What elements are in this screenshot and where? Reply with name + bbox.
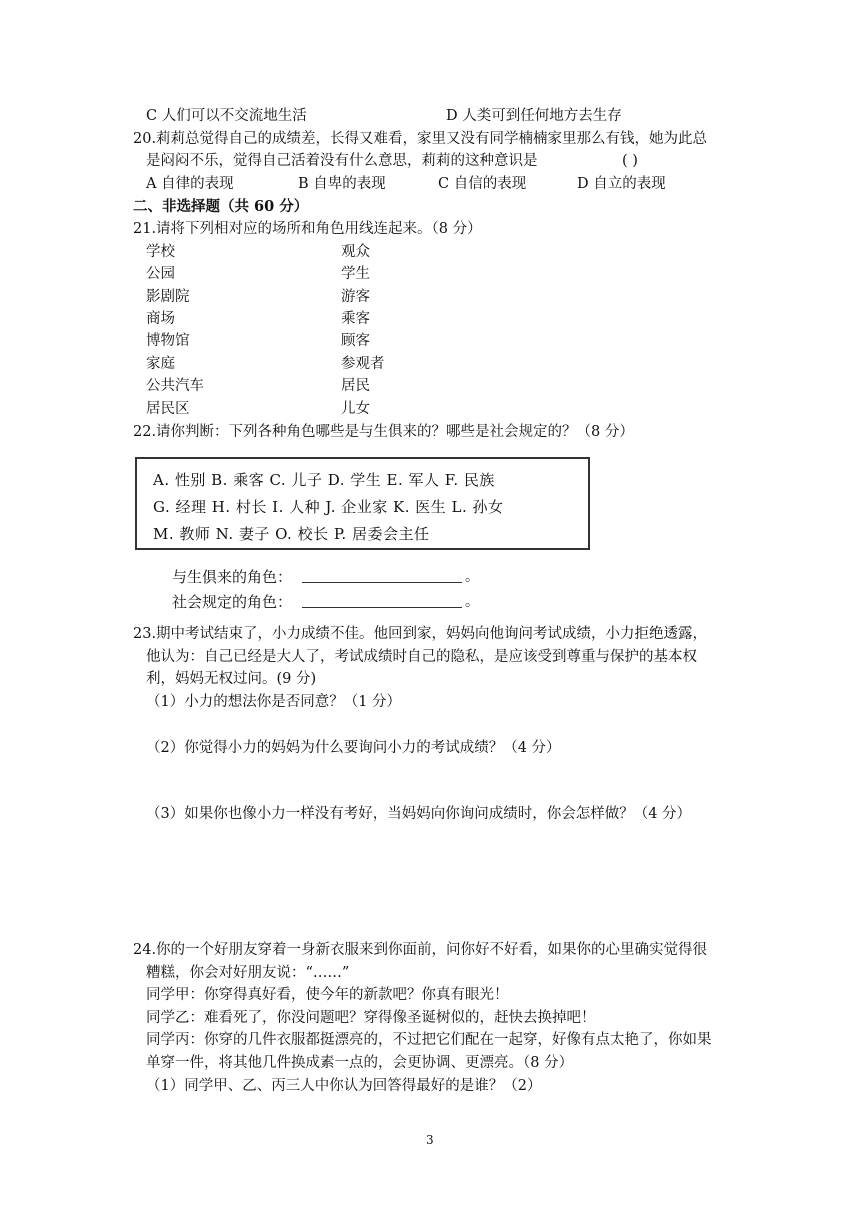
q20-line2: 是闷闷不乐，觉得自己活着没有什么意思，莉莉的这种意识是 bbox=[146, 153, 538, 169]
q21-place: 商场 bbox=[146, 311, 175, 327]
q19-option-c: C 人们可以不交流地生活 bbox=[146, 108, 307, 124]
q22-box-row: M. 教师 N. 妻子 O. 校长 P. 居委会主任 bbox=[153, 525, 430, 543]
q21-role: 游客 bbox=[341, 289, 370, 305]
q21-place: 公共汽车 bbox=[146, 378, 204, 394]
q21-role: 乘客 bbox=[341, 311, 370, 327]
q21-role: 学生 bbox=[341, 266, 370, 282]
q21-role: 参观者 bbox=[341, 356, 385, 372]
q22-box-row: G. 经理 H. 村长 I. 人种 J. 企业家 K. 医生 L. 孙女 bbox=[153, 498, 504, 516]
q23-line2: 他认为：自己已经是大人了，考试成绩时自己的隐私，是应该受到尊重与保护的基本权 bbox=[146, 649, 697, 665]
q24-line3: 同学甲：你穿得真好看，使今年的新款吧？你真有眼光！ bbox=[146, 987, 509, 1003]
q20-option-b: B 自卑的表现 bbox=[298, 176, 386, 192]
q21-title: 21.请将下列相对应的场所和角色用线连起来。（8 分） bbox=[133, 221, 482, 237]
q23-sub1: （1）小力的想法你是否同意？（1 分） bbox=[146, 694, 402, 710]
q21-role: 顾客 bbox=[341, 333, 370, 349]
q21-role: 居民 bbox=[341, 378, 370, 394]
q24-line5: 同学丙：你穿的几件衣服都挺漂亮的，不过把它们配在一起穿，好像有点太艳了，你如果 bbox=[146, 1032, 712, 1048]
q21-place: 学校 bbox=[146, 244, 175, 260]
section-2-title: 二、非选择题（共 60 分） bbox=[133, 198, 309, 215]
q22-blank2-end: 。 bbox=[465, 594, 479, 610]
q24-line2: 糟糕，你会对好朋友说：“……” bbox=[146, 965, 350, 981]
q19-option-d: D 人类可到任何地方去生存 bbox=[446, 108, 622, 124]
q24-line1: 24.你的一个好朋友穿着一身新衣服来到你面前，问你好不好看，如果你的心里确实觉得很 bbox=[133, 942, 708, 958]
q21-place: 公园 bbox=[146, 266, 175, 282]
q24-line4: 同学乙：难看死了，你没问题吧？穿得像圣诞树似的，赶快去换掉吧！ bbox=[146, 1010, 596, 1026]
q23-line1: 23.期中考试结束了，小力成绩不佳。他回到家，妈妈向他询问考试成绩，小力拒绝透露， bbox=[133, 626, 708, 642]
q22-title: 22.请你判断：下列各种角色哪些是与生俱来的？哪些是社会规定的？（8 分） bbox=[133, 424, 634, 440]
q22-blank1-line[interactable] bbox=[302, 582, 462, 583]
q21-place: 影剧院 bbox=[146, 289, 190, 305]
q22-blank1-label: 与生俱来的角色： bbox=[172, 568, 293, 586]
q22-box-row: A. 性别 B. 乘客 C. 儿子 D. 学生 E. 军人 F. 民族 bbox=[153, 471, 495, 489]
q21-place: 家庭 bbox=[146, 356, 175, 372]
q22-blank2-line[interactable] bbox=[302, 607, 462, 608]
q20-option-a: A 自律的表现 bbox=[146, 176, 234, 192]
q23-sub2: （2）你觉得小力的妈妈为什么要询问小力的考试成绩？（4 分） bbox=[146, 740, 561, 756]
q22-blank2-label: 社会规定的角色： bbox=[172, 593, 293, 611]
q20-option-d: D 自立的表现 bbox=[577, 176, 666, 192]
q21-place: 博物馆 bbox=[146, 333, 190, 349]
q22-roles-box bbox=[135, 457, 590, 550]
q21-place: 居民区 bbox=[146, 401, 190, 417]
q21-role: 观众 bbox=[341, 244, 370, 260]
q24-sub1: （1）同学甲、乙、丙三人中你认为回答得最好的是谁？（2） bbox=[146, 1078, 542, 1094]
q23-sub3: （3）如果你也像小力一样没有考好，当妈妈向你询问成绩时，你会怎样做？（4 分） bbox=[146, 806, 692, 822]
q20-answer-paren: ( ) bbox=[622, 153, 638, 169]
q20-line1: 20.莉莉总觉得自己的成绩差，长得又难看，家里又没有同学楠楠家里那么有钱，她为此总 bbox=[133, 131, 708, 147]
q22-blank1-end: 。 bbox=[465, 569, 479, 585]
q23-line3: 利，妈妈无权过问。(9 分) bbox=[146, 671, 317, 687]
page-number: 3 bbox=[426, 1133, 434, 1147]
q20-option-c: C 自信的表现 bbox=[438, 176, 527, 192]
q21-role: 儿女 bbox=[341, 401, 370, 417]
q24-line6: 单穿一件，将其他几件换成素一点的，会更协调、更漂亮。（8 分） bbox=[146, 1055, 574, 1071]
